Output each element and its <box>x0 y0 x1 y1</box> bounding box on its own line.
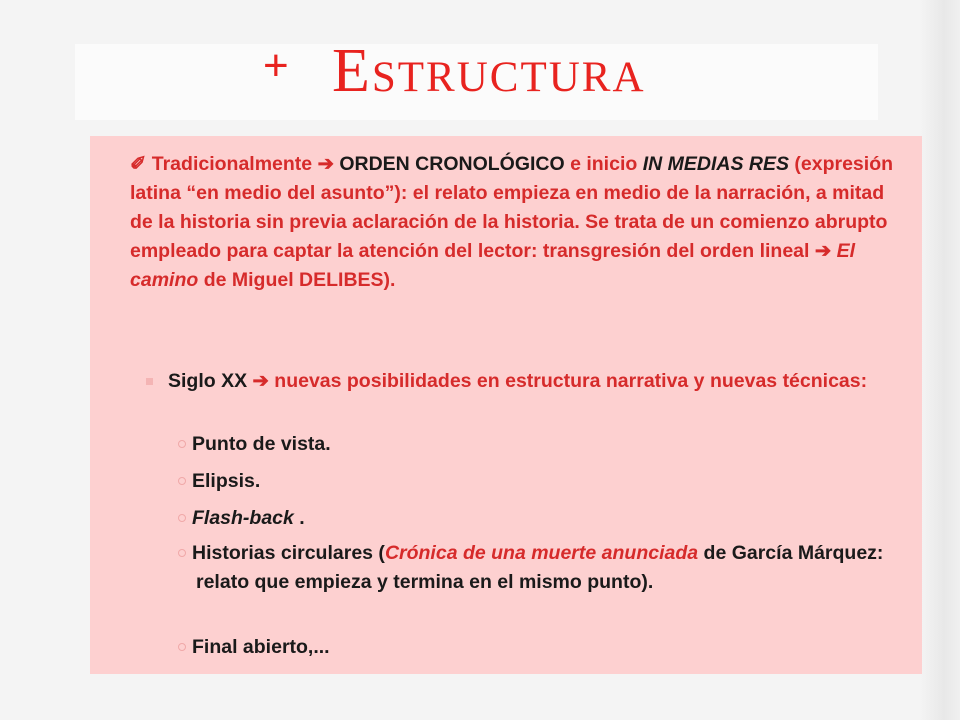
list-item <box>178 633 908 662</box>
text-explanation: (expresión latina “en medio del asunto”): el relato empieza en medio de la narración, a mitad de la historia sin previa aclaración de la historia. Se trata de un comienzo abrupto empleado para captar la atención del lector: transgresión del orden lineal <box>130 153 894 262</box>
text-orden: ORDEN CRONOLÓGICO <box>333 153 565 175</box>
list-item-after: de García Márquez: relato que empieza y termina en el mismo punto). <box>196 542 884 593</box>
list-item-text: Historias circulares ( <box>192 542 385 564</box>
list-item-text: Flash-back <box>192 507 294 529</box>
list-item <box>178 430 908 459</box>
ring-bullet-icon <box>178 477 186 485</box>
title-plus: + <box>263 41 289 90</box>
paragraph-tradicional <box>130 150 910 295</box>
text-delibes: de Miguel DELIBES). <box>198 269 396 291</box>
slide-title: Estructura <box>332 37 646 105</box>
arrow-right-icon: ➔ <box>814 240 832 262</box>
arrow-right-icon: ➔ <box>252 370 269 392</box>
text-siglo-xx: Siglo XX <box>168 370 253 392</box>
list-item <box>178 539 926 597</box>
arrow-right-icon: ➔ <box>317 153 334 175</box>
ring-bullet-icon <box>178 643 186 651</box>
text-in-medias-res: IN MEDIAS RES <box>642 153 789 175</box>
list-item-text: Punto de vista. <box>192 433 331 455</box>
paragraph-siglo-xx <box>168 367 918 396</box>
text-nuevas: nuevas posibilidades en estructura narrativa y nuevas técnicas: <box>268 370 868 392</box>
list-item <box>178 504 908 533</box>
text-tradicionalmente: Tradicionalmente <box>146 153 318 175</box>
ring-bullet-icon <box>178 440 186 448</box>
ring-bullet-icon <box>178 549 186 557</box>
list-item-text: Final abierto,... <box>192 636 330 658</box>
square-bullet <box>146 378 153 385</box>
pencil-icon: ✐ <box>130 153 147 175</box>
text-el-camino: El camino <box>130 240 856 291</box>
slide-edge <box>920 0 960 720</box>
list-item-red-text: Crónica de una muerte anunciada <box>384 542 699 564</box>
list-item-text: Elipsis. <box>192 470 261 492</box>
list-item <box>178 467 908 496</box>
list-item-suffix: . <box>293 507 305 529</box>
text-e-inicio: e inicio <box>564 153 643 175</box>
ring-bullet-icon <box>178 514 186 522</box>
